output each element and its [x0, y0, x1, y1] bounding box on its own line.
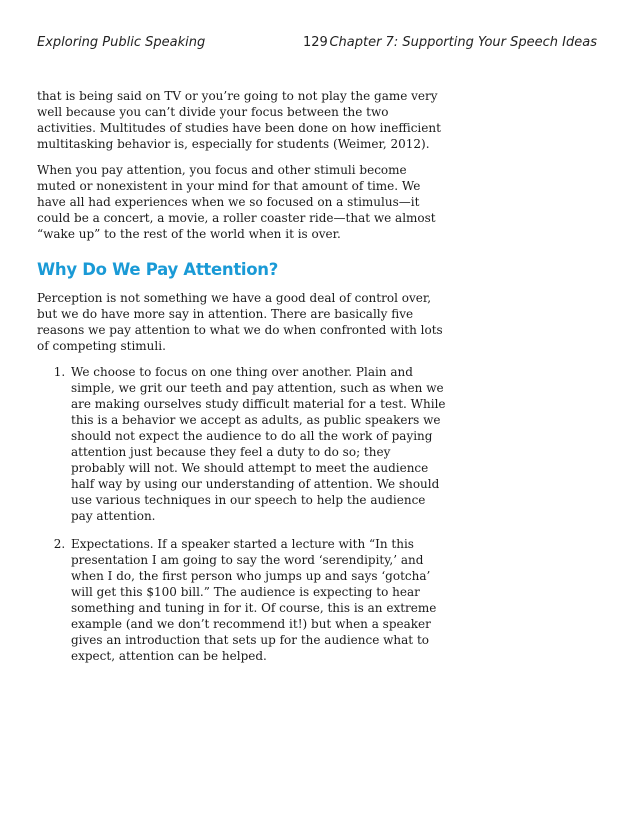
chapter-title: Chapter 7: Supporting Your Speech Ideas — [329, 35, 597, 50]
page-body — [37, 88, 447, 676]
paragraph-continuation: that is being said on TV or you’re going to not play the game very well because you can’t divide your focus between the two activities. Multitudes of studies have been done on how inefficient multitasking behavior is, especially for students (Weimer, 2012). — [37, 89, 441, 151]
book-title: Exploring Public Speaking — [37, 35, 206, 50]
page-header — [37, 35, 597, 53]
paragraph-attention: When you pay attention, you focus and other stimuli become muted or nonexistent in your mind for that amount of time. We have all had experiences when we so focused on a stimulus—it could be a concert, a movie, a roller coaster ride—that we almost “wake up” to the rest of the world when it is over. — [37, 163, 436, 241]
page-number: 129 — [303, 35, 328, 50]
list-item: 1. We choose to focus on one thing over another. Plain and simple, we grit our teeth and pay attention, such as when we are making ourselves study difficult material for a test. While this is a behavior we accept as adults, as public speakers we should not expect the audience to do all the work of paying attention just because they feel a duty to do so; they probably will not. We should attempt to meet the audience half way by using our understanding of attention. We should use various techniques in our speech to help the audience pay attention. — [69, 364, 447, 524]
paragraph-perception: Perception is not something we have a good deal of control over, but we do have more say in attention. There are basically five reasons we pay attention to what we do when confronted with lots of competing stimuli. — [37, 291, 443, 353]
section-heading: Why Do We Pay Attention? — [37, 260, 279, 279]
reasons-list — [37, 364, 447, 664]
list-item: 2. Expectations. If a speaker started a lecture with “In this presentation I am going to say the word ‘serendipity,’ and when I do, the first person who jumps up and says ‘gotcha’ will get this $100 bill.” The audience is expecting to hear something and tuning in for it. Of course, this is an extreme example (and we don’t recommend it!) but when a speaker gives an introduction that sets up for the audience what to expect, attention can be helped. — [69, 536, 447, 664]
